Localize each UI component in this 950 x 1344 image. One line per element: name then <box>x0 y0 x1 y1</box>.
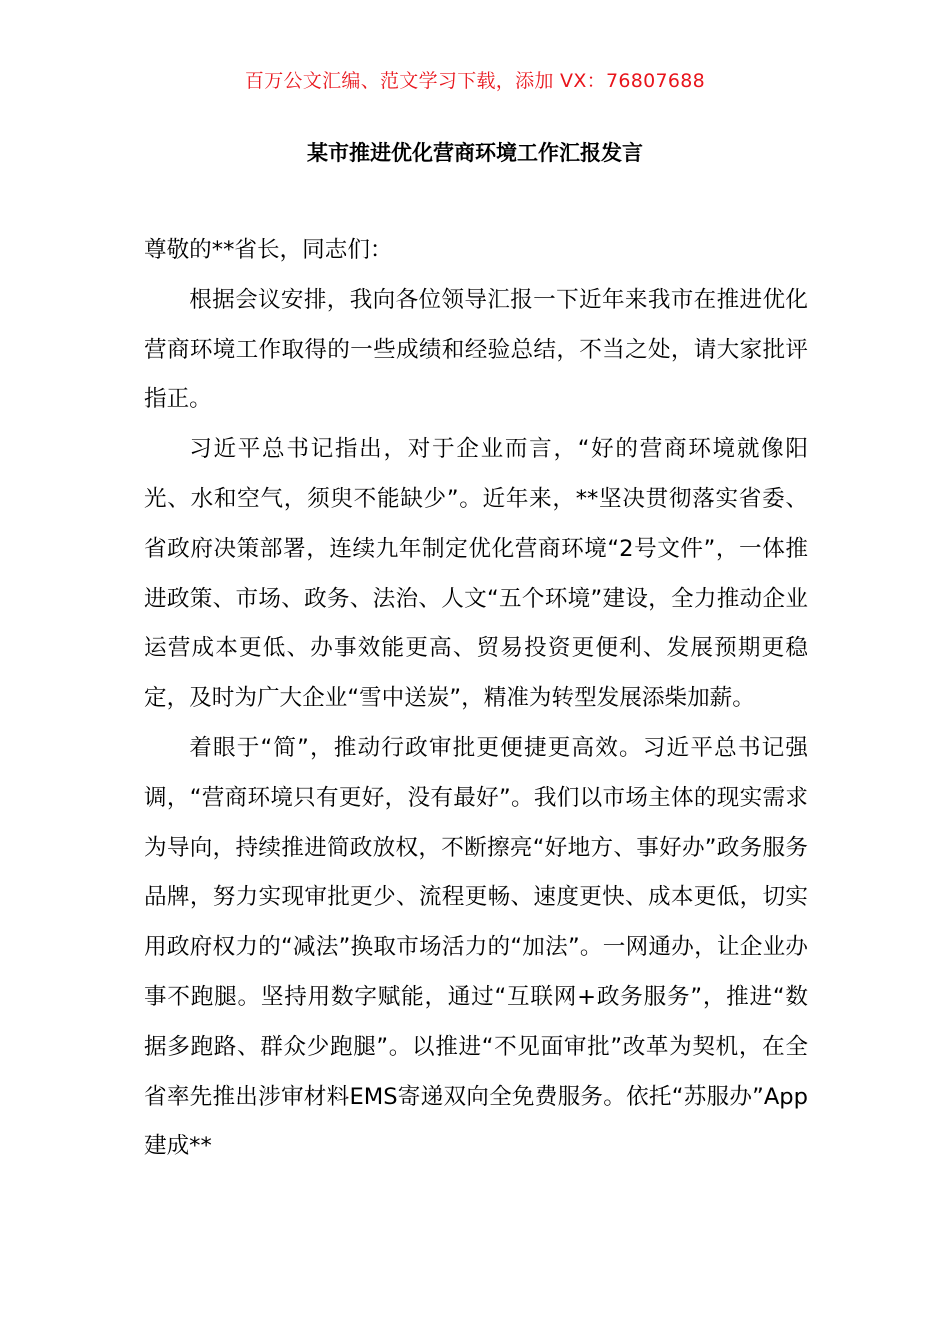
document-title: 某市推进优化营商环境工作汇报发言 <box>307 141 643 165</box>
paragraph-intro: 根据会议安排，我向各位领导汇报一下近年来我市在推进优化营商环境工作取得的一些成绩和经验总结，不当之处，请大家批评指正。 <box>144 286 808 413</box>
watermark-header: 百万公文汇编、范文学习下载，添加 VX：76807688 <box>244 70 706 92</box>
paragraph-overview: 习近平总书记指出，对于企业而言，“好的营商环境就像阳光、水和空气，须臾不能缺少”。近年来，**坚决贯彻落实省委、省政府决策部署，连续九年制定优化营商环境“2号文件”，一体推进政策、市场、政务、法治、人文“五个环境”建设，全力推动企业运营成本更低、办事效能更高、贸易投资更便利、发展预期更稳定，及时为广大企业“雪中送炭”，精准为转型发展添柴加薪。 <box>144 436 808 712</box>
salutation: 尊敬的**省长，同志们： <box>144 237 393 263</box>
document-body <box>144 226 808 1172</box>
paragraph-simplify-approval: 着眼于“简”，推动行政审批更便捷更高效。习近平总书记强调，“营商环境只有更好，没有最好”。我们以市场主体的现实需求为导向，持续推进简政放权，不断擦亮“好地方、事好办”政务服务品牌，努力实现审批更少、流程更畅、速度更快、成本更低，切实用政府权力的“减法”换取市场活力的“加法”。一网通办，让企业办事不跑腿。坚持用数字赋能，通过“互联网+政务服务”，推进“数据多跑路、群众少跑腿”。以推进“不见面审批”改革为契机，在全省率先推出涉审材料EMS寄递双向全免费服务。依托“苏服办”App建成** <box>144 734 808 1160</box>
